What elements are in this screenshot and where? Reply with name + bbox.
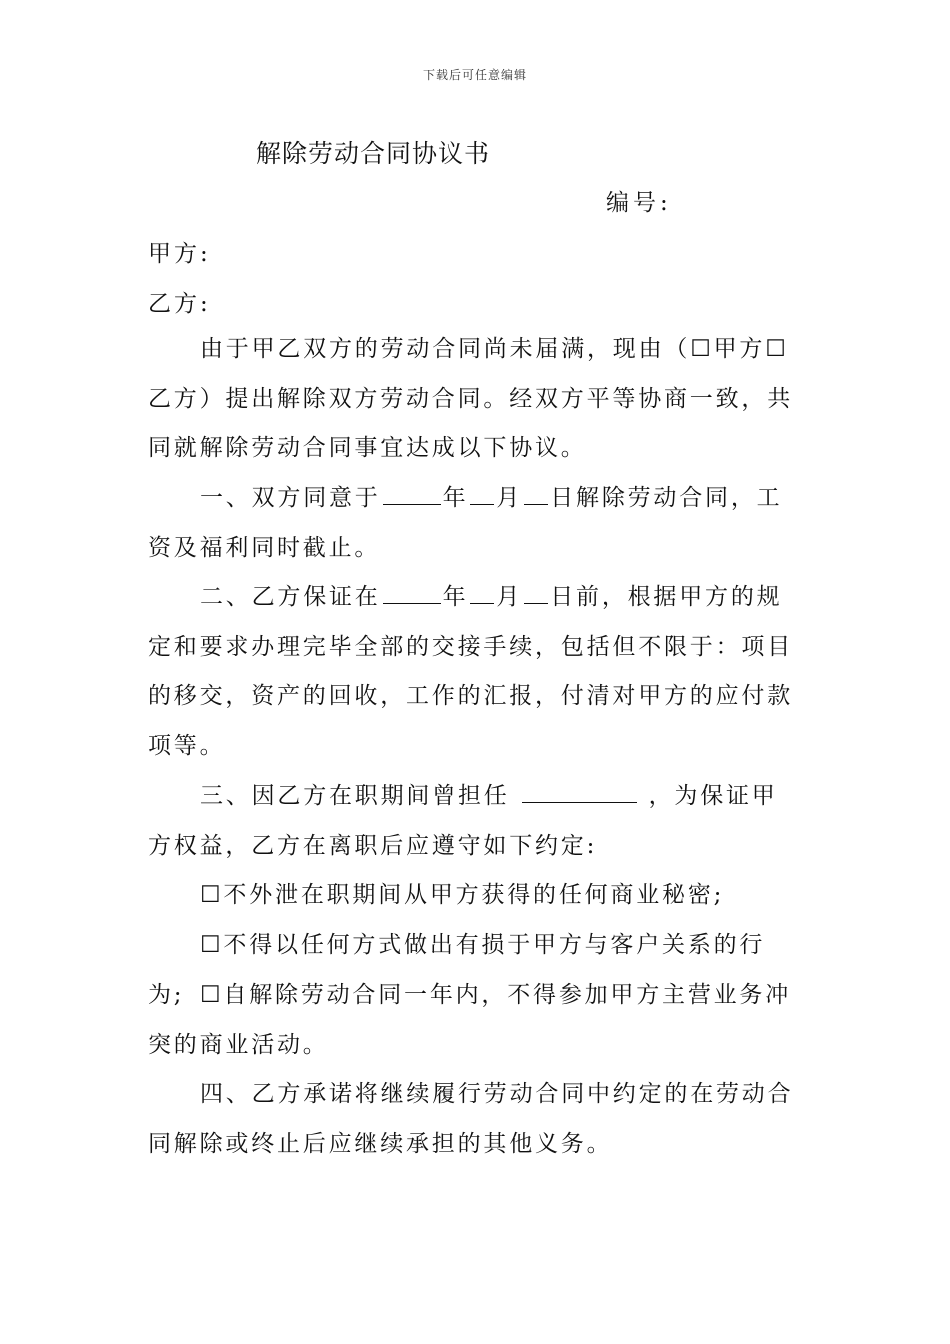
- clause-2-suffix: 日前，根据甲方的规定和要求办理完毕全部的交接手续，包括但不限于：项目的移交，资产的回收，工作的汇报，付清对甲方的应付款项等。: [148, 584, 793, 759]
- clause-2-prefix: 二、乙方保证在: [200, 584, 381, 610]
- clause-2-month-blank: [470, 579, 494, 604]
- clause-4: 四、乙方承诺将继续履行劳动合同中约定的在劳动合同解除或终止后应继续承担的其他义务。: [148, 1081, 794, 1157]
- header-note: 下载后可任意编辑: [422, 68, 527, 82]
- clause-2-year-blank: [383, 579, 441, 604]
- document-title: 解除劳动合同协议书: [256, 139, 491, 168]
- clause-2: [148, 573, 796, 771]
- clause-1-year-blank: [383, 480, 441, 505]
- intro-paragraph: 由于甲乙双方的劳动合同尚未届满，现由（☐甲方☐乙方）提出解除双方劳动合同。经双方平等协商一致，共同就解除劳动合同事宜达成以下协议。: [148, 336, 793, 461]
- document-number-label: 编号:: [606, 190, 672, 216]
- clause-1: [148, 474, 796, 573]
- clause-1-month: 月: [496, 485, 523, 511]
- clause-1-month-blank: [470, 480, 494, 505]
- option-2: ☐不得以任何方式做出有损于甲方与客户关系的行为;: [148, 932, 766, 1008]
- option-3: ☐自解除劳动合同一年内，不得参加甲方主营业务冲突的商业活动。: [148, 982, 792, 1058]
- clause-2-year: 年: [442, 584, 469, 610]
- clause-1-day-blank: [524, 480, 548, 505]
- clause-1-year: 年: [442, 485, 469, 511]
- option-1: ☐不外泄在职期间从甲方获得的任何商业秘密;: [200, 882, 725, 908]
- clause-2-day-blank: [524, 579, 548, 604]
- clause-1-prefix: 一、双方同意于: [200, 485, 381, 511]
- clause-3-position-blank: [522, 778, 637, 803]
- clause-3-suffix: ，为保证甲方权益，乙方在离职后应遵守如下约定:: [148, 783, 778, 859]
- clause-1-suffix: 日解除劳动合同，工资及福利同时截止。: [148, 485, 783, 561]
- clause-3: [148, 772, 796, 871]
- clause-2-month: 月: [496, 584, 523, 610]
- party-a-label: 甲方:: [148, 241, 211, 267]
- party-b-label: 乙方:: [148, 291, 211, 317]
- clause-3-prefix: 三、因乙方在职期间曾担任: [200, 783, 510, 809]
